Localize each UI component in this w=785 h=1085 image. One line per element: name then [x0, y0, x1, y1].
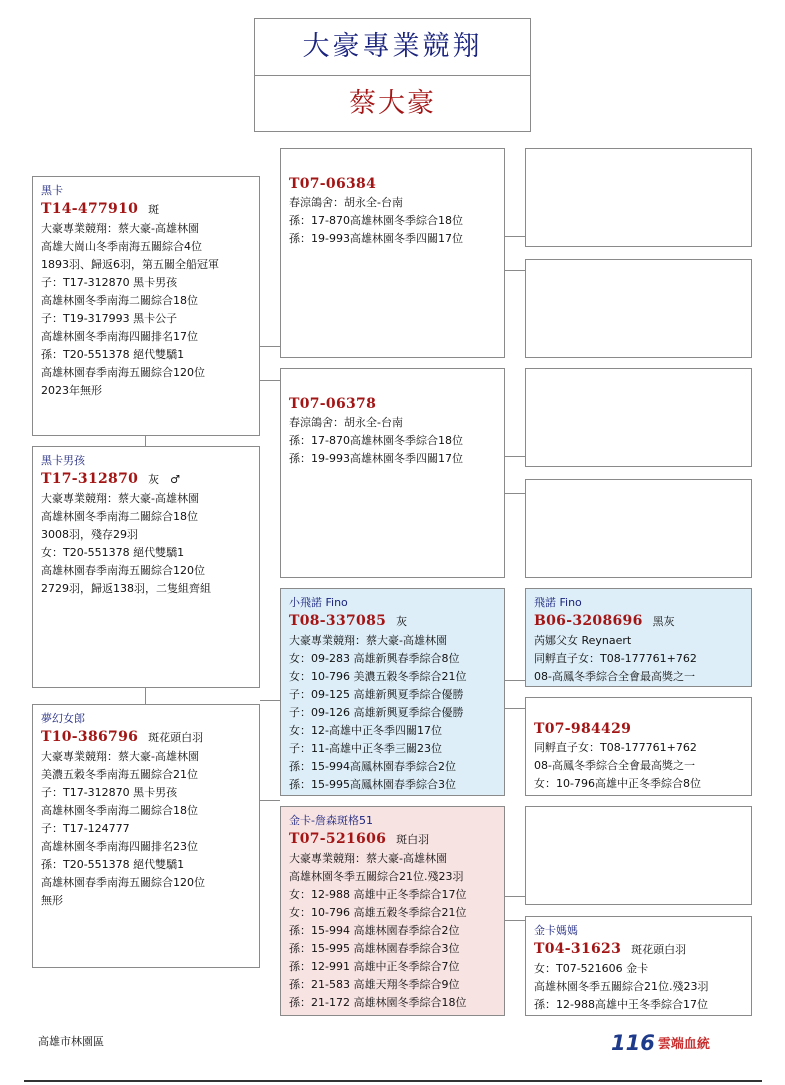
bird-name: 夢幻女郎: [41, 712, 85, 725]
info-line: 大豪專業競翔：蔡大豪-高雄林園: [41, 492, 199, 505]
info-line: 1893羽、歸返6羽，第五關全船冠軍: [41, 258, 219, 271]
bird-name: 飛諾 Fino: [534, 596, 582, 609]
info-line: 春涼鴿舍：胡永全-台南: [289, 416, 403, 429]
info-line: 大豪專業競翔：蔡大豪-高雄林園: [41, 222, 199, 235]
bird-name: 小飛諾 Fino: [289, 596, 348, 609]
logo-number: 116: [611, 1031, 655, 1055]
pedigree-card-subject: [32, 176, 260, 436]
info-line: 子：11-高雄中正冬季三關23位: [289, 742, 442, 755]
info-line: 孫：15-995高鳳林園春季綜合3位: [289, 778, 456, 791]
info-line: 大豪專業競翔：蔡大豪-高雄林園: [41, 750, 199, 763]
connector-line: [260, 800, 280, 801]
connector-line: [505, 896, 525, 897]
info-line: 3008羽，殘存29羽: [41, 528, 138, 541]
feather-color: 灰 ♂: [148, 473, 181, 486]
info-line: 高雄林園冬季南海四關排名23位: [41, 840, 198, 853]
pedigree-card-empty: [525, 148, 752, 247]
pedigree-card-dam: [32, 704, 260, 968]
connector-line: [260, 380, 280, 381]
connector-line: [260, 700, 280, 701]
ring-number: T07-521606: [289, 831, 387, 847]
info-line: 高雄林園冬季南海二關綜合18位: [41, 804, 198, 817]
connector-line: [505, 708, 525, 709]
connector-line: [505, 493, 525, 494]
info-line: 高雄林園春季南海五關綜合120位: [41, 564, 205, 577]
info-line: 同孵直子女：T08-177761+762: [534, 741, 697, 754]
info-line: 高雄林園冬季南海四關排名17位: [41, 330, 198, 343]
pedigree-card-sire-a: [280, 148, 505, 358]
pedigree-card-dam-a: [280, 368, 505, 578]
connector-line: [145, 436, 146, 446]
info-line: 芮娜父女 Reynaert: [534, 634, 632, 647]
info-line: 2023年無形: [41, 384, 102, 397]
loft-name: 大豪專業競翔: [255, 19, 530, 76]
ring-number: T07-06384: [289, 176, 377, 192]
info-line: 08-高鳳冬季綜合全會最高獎之一: [534, 670, 695, 683]
footer-location: 高雄市林園區: [38, 1035, 104, 1048]
info-line: 子：T17-124777: [41, 822, 130, 835]
pedigree-card-dam-b: [280, 806, 505, 1016]
info-line: 女：09-283 高雄新興春季綜合8位: [289, 652, 460, 665]
connector-line: [505, 236, 525, 237]
info-line: 高雄大崗山冬季南海五關綜合4位: [41, 240, 202, 253]
connector-line: [505, 920, 525, 921]
info-line: 08-高鳳冬季綜合全會最高獎之一: [534, 759, 695, 772]
pedigree-card-empty: [525, 806, 752, 905]
ring-number: T14-477910: [41, 201, 139, 217]
pedigree-card-b-sire: [525, 588, 752, 687]
info-line: 孫：21-172 高雄林園冬季綜合18位: [289, 996, 467, 1009]
info-line: 高雄林園冬季五關綜合21位.殘23羽: [289, 870, 464, 883]
connector-line: [505, 270, 525, 271]
info-line: 孫：T20-551378 絕代雙驕1: [41, 858, 185, 871]
info-line: 女：T20-551378 絕代雙驕1: [41, 546, 185, 559]
ring-number: T07-06378: [289, 396, 377, 412]
pedigree-card-offspring: [32, 446, 260, 688]
connector-line: [505, 456, 525, 457]
connector-line: [505, 680, 525, 681]
bird-name: 黑卡: [41, 184, 63, 197]
bird-name: 黑卡男孩: [41, 454, 85, 467]
info-line: 同孵直子女：T08-177761+762: [534, 652, 697, 665]
info-line: 高雄林園冬季南海二關綜合18位: [41, 510, 198, 523]
feather-color: 斑花頭白羽: [631, 943, 687, 956]
owner-name: 蔡大豪: [349, 88, 436, 119]
info-line: 高雄林園冬季五關綜合21位.殘23羽: [534, 980, 709, 993]
info-line: 大豪專業競翔：蔡大豪-高雄林園: [289, 634, 447, 647]
logo-text: 雲端血統: [657, 1037, 710, 1052]
info-line: 子：09-125 高雄新興夏季綜合優勝: [289, 688, 464, 701]
info-line: 子：T17-312870 黑卡男孩: [41, 276, 178, 289]
info-line: 子：T19-317993 黑卡公子: [41, 312, 178, 325]
feather-color: 灰: [396, 615, 408, 628]
pedigree-card-empty: [525, 368, 752, 467]
pedigree-card-b-dam: [525, 697, 752, 796]
ring-number: B06-3208696: [534, 613, 643, 629]
pedigree-card-empty: [525, 259, 752, 358]
info-line: 孫：19-993高雄林園冬季四關17位: [289, 232, 463, 245]
pedigree-card-sire-b: [280, 588, 505, 796]
info-line: 2729羽，歸返138羽，二隻組齊組: [41, 582, 211, 595]
feather-color: 斑: [148, 203, 160, 216]
bird-name: 金卡媽媽: [534, 924, 578, 937]
feather-color: 斑白羽: [396, 833, 430, 846]
info-line: 女：T07-521606 金卡: [534, 962, 649, 975]
ring-number: T08-337085: [289, 613, 387, 629]
info-line: 女：10-796高雄中正冬季綜合8位: [534, 777, 701, 790]
info-line: 大豪專業競翔：蔡大豪-高雄林園: [289, 852, 447, 865]
pedigree-card-empty: [525, 479, 752, 578]
info-line: 女：10-796 美濃五穀冬季綜合21位: [289, 670, 467, 683]
pedigree-card-d-dam: [525, 916, 752, 1016]
ring-number: T17-312870: [41, 471, 139, 487]
info-line: 孫：15-994 高雄林園春季綜合2位: [289, 924, 460, 937]
info-line: 孫：17-870高雄林園冬季綜合18位: [289, 214, 463, 227]
info-line: 孫：12-991 高雄中正冬季綜合7位: [289, 960, 460, 973]
info-line: 子：09-126 高雄新興夏季綜合優勝: [289, 706, 464, 719]
info-line: 無形: [41, 894, 63, 907]
info-line: 女：12-988 高雄中正冬季綜合17位: [289, 888, 467, 901]
info-line: 孫：15-995 高雄林園春季綜合3位: [289, 942, 460, 955]
info-line: 孫：19-993高雄林園冬季四關17位: [289, 452, 463, 465]
feather-color: 斑花頭白羽: [148, 731, 204, 744]
info-line: 春涼鴿舍：胡永全-台南: [289, 196, 403, 209]
info-line: 女：12-高雄中正冬季四關17位: [289, 724, 442, 737]
bird-name: 金卡-詹森斑格51: [289, 814, 373, 827]
info-line: 子：T17-312870 黑卡男孩: [41, 786, 178, 799]
footer-divider: [24, 1080, 762, 1082]
ring-number: T04-31623: [534, 941, 622, 957]
connector-line: [145, 688, 146, 704]
ring-number: T07-984429: [534, 721, 632, 737]
info-line: 孫：12-988高雄中王冬季綜合17位: [534, 998, 708, 1011]
info-line: 高雄林園冬季南海二關綜合18位: [41, 294, 198, 307]
feather-color: 黑灰: [652, 615, 675, 628]
title-box: [254, 18, 531, 132]
brand-logo: [611, 1031, 710, 1055]
info-line: 高雄林園春季南海五關綜合120位: [41, 366, 205, 379]
info-line: 孫：21-583 高雄天翔冬季綜合9位: [289, 978, 460, 991]
connector-line: [260, 346, 280, 347]
info-line: 孫：T20-551378 絕代雙驕1: [41, 348, 185, 361]
info-line: 孫：15-994高鳳林園春季綜合2位: [289, 760, 456, 773]
ring-number: T10-386796: [41, 729, 139, 745]
info-line: 高雄林園春季南海五關綜合120位: [41, 876, 205, 889]
info-line: 孫：17-870高雄林園冬季綜合18位: [289, 434, 463, 447]
info-line: 美濃五穀冬季南海五關綜合21位: [41, 768, 198, 781]
info-line: 女：10-796 高雄五穀冬季綜合21位: [289, 906, 467, 919]
